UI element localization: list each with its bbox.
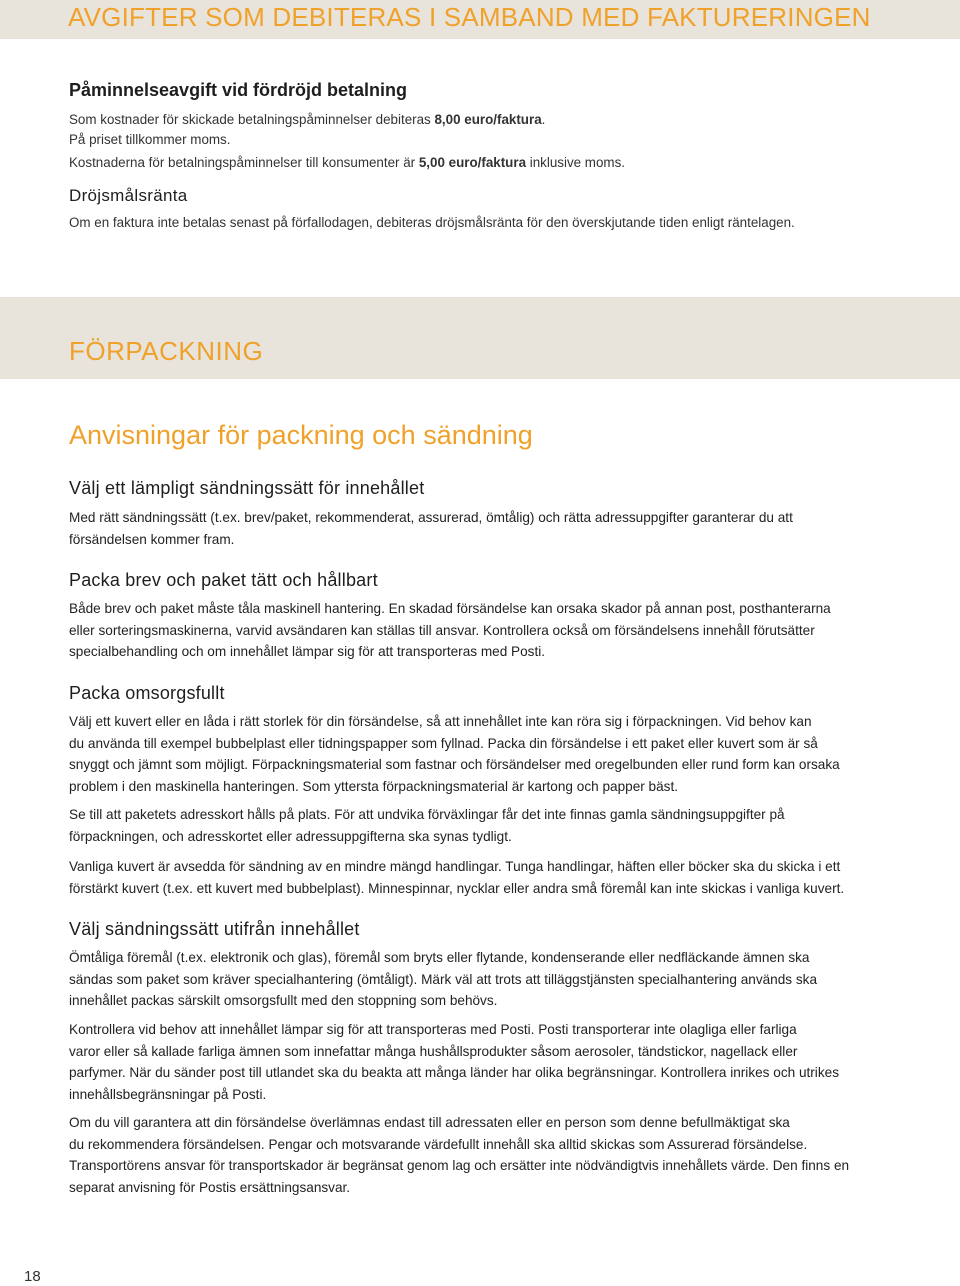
text-line: Transportörens ansvar för transportskador är begränsat genom lag och ersätter inte nödvändigtvis innehållets värde. Den finns en: [69, 1158, 850, 1173]
reminder-line-1-text: Som kostnader för skickade betalningspåminnelser debiteras: [69, 112, 435, 127]
text-line: förstärkt kuvert (t.ex. ett kuvert med bubbelplast). Minnespinnar, nycklar eller andra små föremål kan inte skickas i vanliga kuvert.: [69, 880, 845, 896]
s2-text: [69, 598, 899, 663]
text-line: du använda till exempel bubbelplast eller tidningspapper som fyllnad. Packa din försändelse i ett paket eller kuvert som är så: [69, 735, 818, 751]
reminder-line-1-end: .: [541, 112, 546, 127]
text-line: Med rätt sändningssätt (t.ex. brev/paket, rekommenderat, assurerad, ömtålig) och rätta adressuppgifter garanterar du att: [69, 510, 793, 525]
s2-heading: Packa brev och paket tätt och hållbart: [69, 570, 378, 590]
text-line: Vanliga kuvert är avsedda för sändning av en mindre mängd handlingar. Tunga handlingar, häften eller böcker ska du skicka i ett: [69, 859, 841, 874]
consumer-fee-amount: 5,00 euro/faktura: [418, 155, 527, 170]
reminder-line-3-text: Kostnaderna för betalningspåminnelser till konsumenter är: [69, 155, 419, 170]
s3-paragraph-2: [69, 804, 899, 847]
s3-heading: Packa omsorgsfullt: [69, 683, 225, 703]
packaging-main-heading: Anvisningar för packning och sändning: [69, 420, 533, 450]
text-line: specialbehandling och om innehållet lämpar sig för att transporteras med Posti.: [69, 644, 546, 659]
interest-text: Om en faktura inte betalas senast på förfallodagen, debiteras dröjsmålsränta för den överskjutande tiden enligt räntelagen.: [69, 215, 795, 230]
text-line: snyggt och jämnt som möjligt. Förpackningsmaterial som fastnar och försändelser med oregelbunden eller rund form kan orsaka: [69, 757, 840, 772]
text-line: separat anvisning för Postis ersättningsansvar.: [69, 1179, 351, 1195]
reminder-line-2: På priset tillkommer moms.: [69, 132, 231, 147]
reminder-fee-amount: 8,00 euro/faktura: [434, 112, 542, 127]
text-line: du rekommendera försändelsen. Pengar och motsvarande värdefullt innehåll ska alltid skickas som Assurerad försändelse.: [69, 1136, 808, 1152]
text-line: varor eller så kallade farliga ämnen som innefattar många hushållsprodukter såsom aerosoler, tändstickor, nagellack eller: [69, 1043, 798, 1059]
s4-paragraph-1: [69, 947, 899, 1012]
section-title: FÖRPACKNING: [69, 336, 264, 366]
interest-heading: Dröjsmålsränta: [69, 186, 188, 205]
text-line: problem i den maskinella hanteringen. Som yttersta förpackningsmaterial är kartong och papper bäst.: [69, 778, 679, 794]
text-line: Välj ett kuvert eller en låda i rätt storlek för din försändelse, så att innehållet inte kan röra sig i förpackningen. Vid behov kan: [69, 714, 812, 729]
text-line: sändas som paket som kräver specialhantering (ömtåligt). Märk väl att trots att tilläggstjänsten specialhantering används ska: [69, 971, 818, 987]
text-line: Kontrollera vid behov att innehållet lämpar sig för att transporteras med Posti. Posti transporterar inte olagliga eller farliga: [69, 1022, 797, 1037]
text-line: innehållet packas särskilt omsorgsfullt med den stoppning som behövs.: [69, 993, 498, 1008]
s3-paragraph-1: [69, 711, 899, 797]
s1-heading: Välj ett lämpligt sändningssätt för innehållet: [69, 478, 425, 498]
s1-text: [69, 507, 899, 550]
s4-heading: Välj sändningssätt utifrån innehållet: [69, 919, 360, 939]
text-line: försändelsen kommer fram.: [69, 531, 235, 547]
text-line: Både brev och paket måste tåla maskinell hantering. En skadad försändelse kan orsaka skador på annan post, posthanterarna: [69, 601, 831, 616]
page-title: AVGIFTER SOM DEBITERAS I SAMBAND MED FAKTURERINGEN: [68, 2, 871, 32]
reminder-line-1: [69, 111, 545, 128]
text-line: förpackningen, och adresskortet eller adressuppgifterna ska synas tydligt.: [69, 828, 512, 844]
section-band: [0, 297, 960, 379]
reminder-line-3: [69, 154, 625, 171]
text-line: eller sorteringsmaskinerna, varvid avsändaren kan ställas till ansvar. Kontrollera också om försändelsens innehåll förutsätter: [69, 622, 815, 638]
text-line: Ömtåliga föremål (t.ex. elektronik och glas), föremål som bryts eller flytande, kondenserande eller nedfläckande ämnen ska: [69, 950, 810, 965]
s4-paragraph-3: [69, 1112, 899, 1198]
reminder-heading: Påminnelseavgift vid fördröjd betalning: [69, 80, 408, 100]
s3-paragraph-3: [69, 856, 899, 899]
text-line: Se till att paketets adresskort hålls på plats. För att undvika förväxlingar får det inte finnas gamla sändningsuppgifter på: [69, 807, 785, 822]
text-line: Om du vill garantera att din försändelse överlämnas endast till adressaten eller en person som denne befullmäktigat ska: [69, 1115, 790, 1130]
header-band: [0, 0, 960, 39]
text-line: parfymer. När du sänder post till utlandet ska du beakta att många länder har olika begränsningar. Kontrollera inrikes och utrikes: [69, 1065, 839, 1080]
reminder-line-3-end: inklusive moms.: [526, 155, 625, 170]
text-line: innehållsbegränsningar på Posti.: [69, 1086, 267, 1102]
s4-paragraph-2: [69, 1019, 899, 1105]
page-number: 18: [24, 1268, 41, 1285]
